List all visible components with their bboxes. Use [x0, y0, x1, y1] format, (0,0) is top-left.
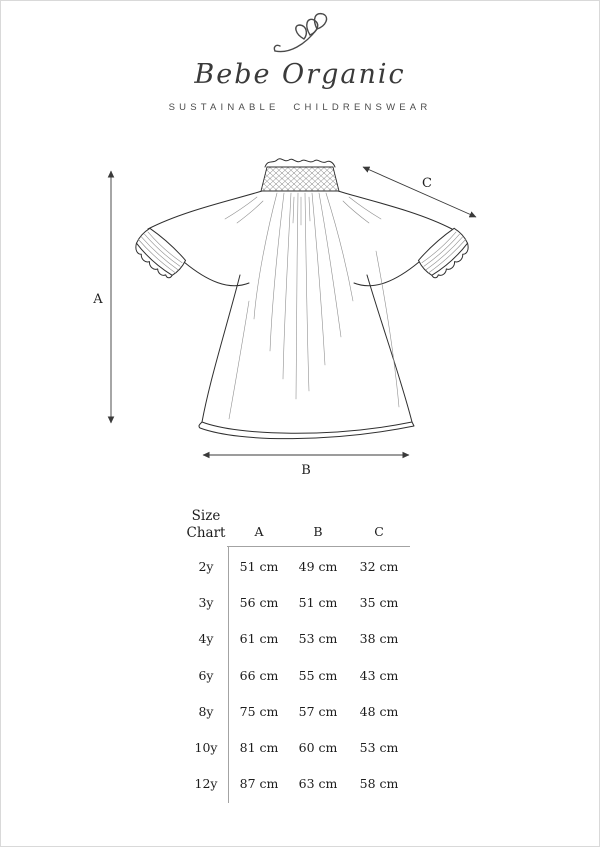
measurement-c-value: 32 cm: [359, 559, 399, 574]
measurement-a-value: 61 cm: [239, 631, 279, 647]
size-label: 3y: [198, 595, 214, 611]
measurement-c-value: 35 cm: [359, 595, 399, 611]
left-sleeve-under: [184, 262, 249, 286]
measurement-b-value: 49 cm: [298, 559, 338, 574]
table-horizontal-rule: [227, 546, 410, 547]
measurement-arrows: [92, 167, 476, 478]
measurement-b-value: 57 cm: [298, 703, 338, 719]
size-label: 10y: [194, 739, 218, 755]
measurement-c-value: 58 cm: [359, 776, 399, 792]
measurement-c-value: 43 cm: [359, 667, 399, 683]
size-label: 8y: [198, 703, 214, 719]
measurement-b-value: 60 cm: [298, 739, 338, 755]
right-sleeve-under: [354, 262, 419, 286]
size-label: 6y: [198, 667, 214, 683]
size-label: 2y: [198, 559, 214, 574]
column-header-c: C: [374, 524, 384, 539]
hem-lower: [199, 422, 414, 439]
arrow-c: [363, 167, 476, 217]
size-chart-title-line2: Chart: [186, 525, 226, 541]
right-sleeve-outer: [338, 191, 452, 229]
measurement-a-value: 56 cm: [239, 595, 279, 611]
measurement-a-value: 75 cm: [239, 703, 279, 719]
measure-label-b: B: [301, 463, 311, 478]
size-label: 4y: [198, 631, 214, 647]
measurement-a-value: 66 cm: [239, 667, 279, 683]
measurement-a-value: 87 cm: [239, 776, 279, 792]
measurement-b-value: 55 cm: [298, 667, 338, 683]
column-header-b: B: [313, 524, 323, 539]
skirt-right-edge: [367, 275, 412, 422]
size-label: 12y: [194, 776, 218, 792]
brand-name: Bebe Organic: [194, 59, 406, 90]
column-header-a: A: [254, 524, 264, 539]
size-chart-title-line1: Size: [191, 508, 221, 524]
right-cuff: [416, 226, 474, 282]
left-cuff: [130, 226, 188, 282]
measurement-c-column: [339, 549, 419, 802]
smocked-collar: [261, 167, 339, 191]
measure-label-a: A: [93, 292, 103, 307]
measurement-b-value: 53 cm: [298, 631, 338, 647]
brand-tagline: SUSTAINABLE CHILDRENSWEAR: [168, 102, 432, 113]
gather-lines: [225, 193, 399, 419]
measurement-a-value: 81 cm: [239, 739, 279, 755]
collar-ruffle: [265, 159, 335, 167]
measurement-c-value: 48 cm: [359, 703, 399, 719]
skirt-left-edge: [202, 275, 240, 422]
measure-label-c: C: [422, 176, 432, 191]
leaf-sprig-icon: [267, 9, 333, 61]
measurement-c-value: 53 cm: [359, 739, 399, 755]
measurement-b-value: 51 cm: [298, 595, 338, 611]
dress-measurement-diagram: [81, 151, 521, 481]
dress-illustration: [130, 159, 474, 439]
measurement-c-value: 38 cm: [359, 631, 399, 647]
measurement-b-value: 63 cm: [298, 776, 338, 792]
left-sleeve-outer: [148, 191, 262, 229]
measurement-a-value: 51 cm: [239, 559, 279, 574]
